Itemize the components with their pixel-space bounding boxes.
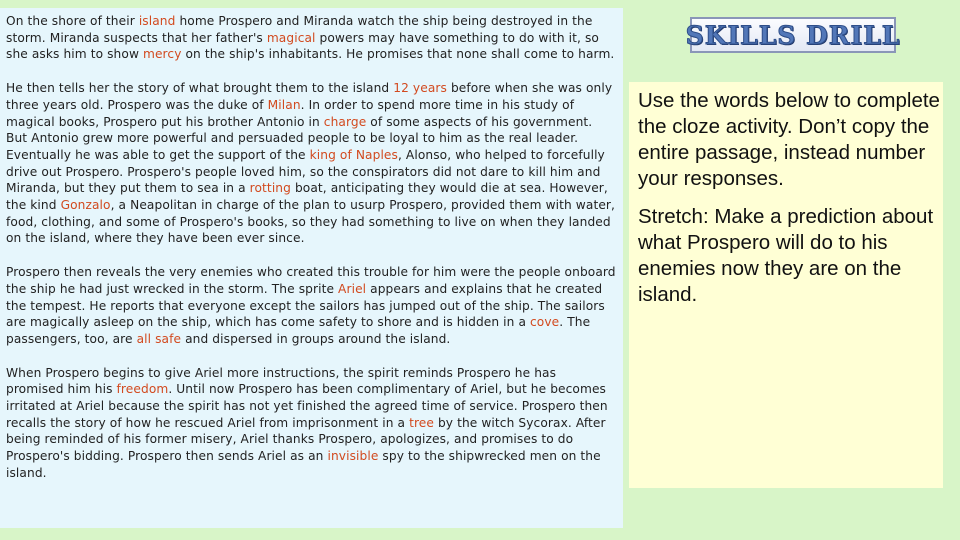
passage-paragraph [6, 13, 617, 63]
passage-text: of some aspects of his government. But Antonio grew more powerful and persuaded people to be loyal to him as the real leader. Eventually he was able to get the support of the [6, 114, 593, 162]
passage-text: , a Neapolitan in charge of the plan to usurp Prospero, provided them with water, food, clothing, and some of Prospero's books, so they had something to live on when they landed on the island, where they have been ever since. [6, 198, 616, 246]
cloze-word: all safe [136, 331, 182, 346]
passage-panel [0, 8, 623, 528]
cloze-word: invisible [327, 449, 379, 464]
passage-text: , Alonso, who helped to forcefully drive out Prospero. Prospero's people loved him, so the conspirators did not dare to kill him and Miranda, but they put them to sea in a [6, 147, 605, 196]
passage-text: on the ship's inhabitants. He promises that none shall come to harm. [181, 47, 615, 62]
passage-text: . The passengers, too, are [6, 315, 591, 346]
passage-text: before when she was only three years old. Prospero was the duke of [6, 81, 613, 112]
passage-text: boat, anticipating they would die at sea. However, the kind [6, 181, 608, 213]
skills-drill-logo-text: SKILLS DRILL [685, 20, 901, 50]
instructions-panel [629, 82, 943, 488]
cloze-word: king of Naples [309, 147, 398, 162]
passage-text: He then tells her the story of what brought them to the island [6, 81, 394, 96]
cloze-word: cove [530, 315, 560, 330]
cloze-word: rotting [249, 181, 291, 196]
passage-paragraph [6, 264, 617, 348]
task-instructions: Use the words below to complete the cloze activity. Don’t copy the entire passage, instead number your responses. [638, 89, 940, 190]
cloze-word: freedom [116, 382, 169, 397]
passage-text: Prospero then reveals the very enemies who created this trouble for him were the people onboard the ship he had just wrecked in the storm. The sprite [6, 265, 616, 296]
passage-text: . In order to spend more time in his study of magical books, Prospero put his brother Antonio in [6, 97, 575, 129]
cloze-word: magical [266, 30, 316, 45]
passage-text: appears and explains that he created the tempest. He reports that everyone except the sailors has jumped out of the ship. The sailors are magically asleep on the ship, which has come safety to shore and is hidden in a [6, 281, 605, 330]
cloze-word: mercy [142, 47, 182, 62]
skills-drill-logo [685, 17, 901, 53]
passage-text: On the shore of their [6, 14, 139, 28]
passage-text: . Until now Prospero has been complimentary of Ariel, but he becomes irritated at Ariel because the spirit has not yet finished the agreed time of service. Prospero then recalls the story of how he rescued Ariel from imprisonment in a [6, 382, 608, 430]
passage-text: spy to the shipwrecked men on the island. [6, 449, 601, 480]
stretch-instructions: Stretch: Make a prediction about what Prospero will do to his enemies now they are on the island. [638, 205, 934, 306]
passage-text: powers may have something to do with it, so she asks him to show [6, 30, 599, 62]
passage-text: by the witch Sycorax. After being reminded of his former misery, Ariel thanks Prospero, apologizes, and promises to do Prospero's bidding. Prospero then sends Ariel as an [6, 415, 606, 464]
passage-text: home Prospero and Miranda watch the ship being destroyed in the storm. Miranda suspects that her father's [6, 14, 593, 45]
cloze-word: island [138, 14, 176, 28]
cloze-word: Ariel [338, 281, 367, 296]
cloze-word: Milan [267, 97, 301, 112]
passage-text: and dispersed in groups around the island. [181, 331, 451, 346]
cloze-word: charge [323, 114, 367, 129]
passage-text: When Prospero begins to give Ariel more instructions, the spirit reminds Prospero he has promised him his [6, 365, 557, 397]
passage-paragraph [6, 80, 617, 247]
cloze-word: tree [409, 415, 434, 430]
cloze-word: Gonzalo [60, 198, 111, 213]
passage-paragraph [6, 365, 617, 482]
cloze-word: 12 years [393, 81, 447, 96]
